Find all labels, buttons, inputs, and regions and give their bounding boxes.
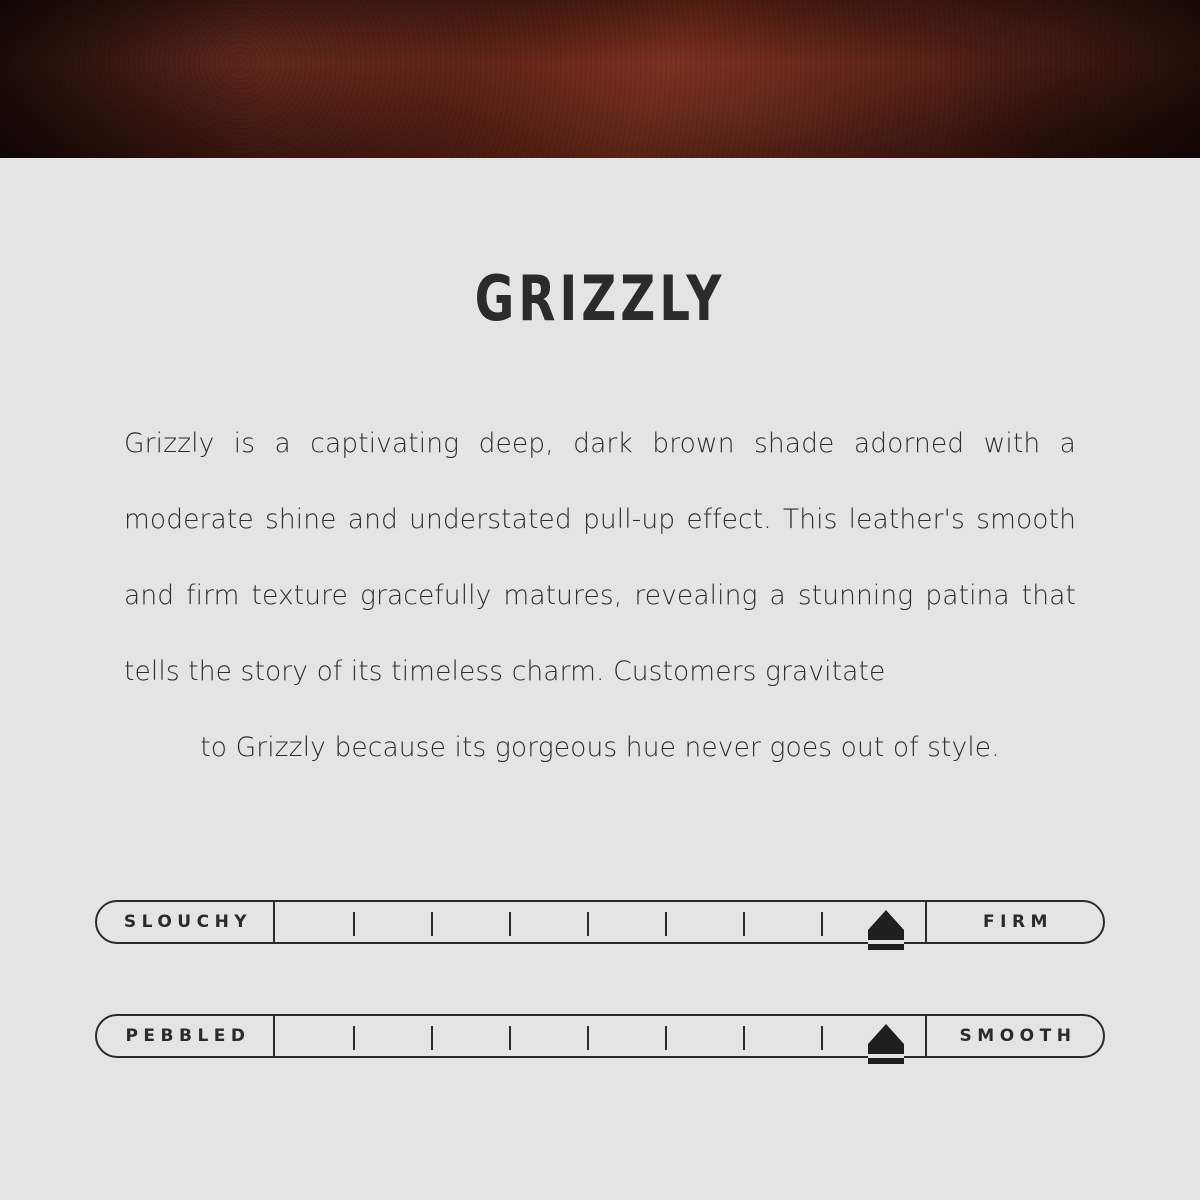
slider-thumb-slit (868, 950, 904, 954)
slider-tick-area[interactable] (275, 902, 925, 942)
slider-tick (821, 1026, 823, 1050)
slider-tick (587, 1026, 589, 1050)
slider-thumb-slit (868, 1064, 904, 1068)
slider-tick (665, 912, 667, 936)
slider-thumb[interactable] (868, 1024, 904, 1064)
slider-tick (509, 912, 511, 936)
slider-right-label: SMOOTH (925, 1016, 1103, 1056)
slider-thumb-head (868, 1024, 904, 1044)
slider-thumb-slit (868, 940, 904, 944)
slider-tick-area[interactable] (275, 1016, 925, 1056)
slider-right-label: FIRM (925, 902, 1103, 942)
description-main-text: Grizzly is a captivating deep, dark brown shade adorned with a moderate shine and understated pull-up effect. This leather's smooth and firm texture gracefully matures, revealing a stunning patina that tells the story of its timeless charm. Customers gravitate (124, 428, 1076, 687)
slider-tick (743, 912, 745, 936)
slider-left-label: PEBBLED (97, 1016, 275, 1056)
slider-tick (587, 912, 589, 936)
slider-tick (431, 1026, 433, 1050)
slider-track[interactable] (95, 900, 1105, 944)
card-content (0, 262, 1200, 786)
leather-swatch-image (0, 0, 1200, 158)
slider-left-label: SLOUCHY (97, 902, 275, 942)
slider-thumb-head (868, 910, 904, 930)
slider-tick (353, 1026, 355, 1050)
slider-thumb-slit (868, 1054, 904, 1058)
slider-track[interactable] (95, 1014, 1105, 1058)
slider-tick (353, 912, 355, 936)
page-title: GRIZZLY (474, 262, 726, 335)
slider-tick (743, 1026, 745, 1050)
slider-tick (509, 1026, 511, 1050)
description-last-line: to Grizzly because its gorgeous hue never goes out of style. (200, 732, 1000, 763)
slider-tick (431, 912, 433, 936)
slider-texture[interactable] (95, 1014, 1105, 1058)
slider-tick (665, 1026, 667, 1050)
description-paragraph (124, 406, 1076, 786)
slider-structure[interactable] (95, 900, 1105, 944)
slider-thumb[interactable] (868, 910, 904, 950)
attribute-sliders (0, 900, 1200, 1128)
leather-vignette (0, 0, 1200, 158)
slider-tick (821, 912, 823, 936)
